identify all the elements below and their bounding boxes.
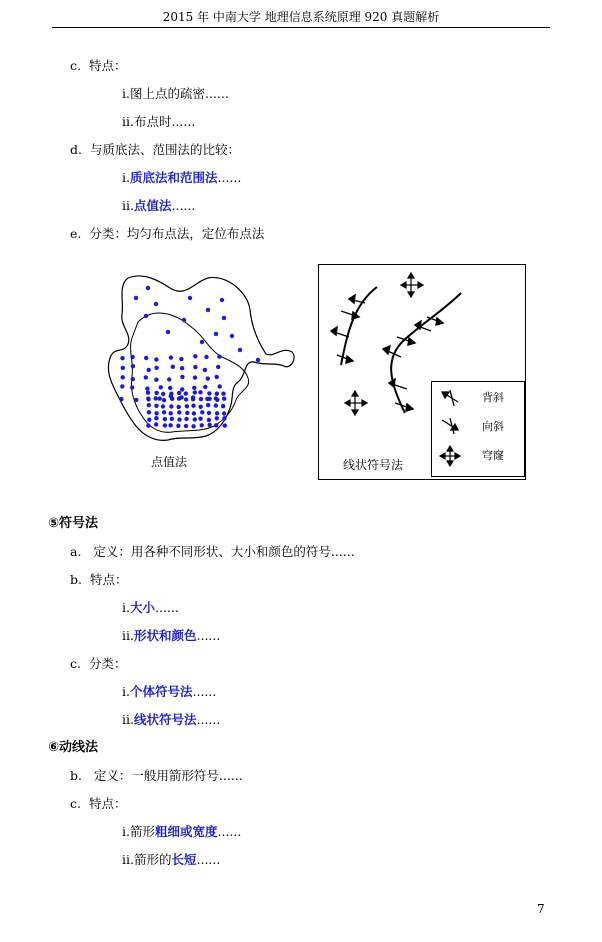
density-dot [177,405,181,409]
item-s5-c: c. 分类： [70,656,127,671]
density-dot [170,417,174,421]
density-dot [215,411,219,415]
legend-anticline-label: 背斜 [482,391,504,404]
density-dot [191,397,195,401]
density-dot [199,405,203,409]
density-dot [154,396,158,400]
dot-density-figure [98,270,308,475]
density-dot [147,410,151,414]
density-dot [167,377,171,381]
density-dot [204,355,208,359]
density-dot [216,365,220,369]
density-dot [207,397,211,401]
density-dot [154,422,158,426]
dome-symbol-left [345,391,367,415]
density-dot [147,368,151,372]
density-dot [188,296,192,300]
density-dot [221,392,225,396]
item-s6-b: b. 定义：一般用箭形符号...... [70,768,243,783]
density-dot [193,375,197,379]
density-dot [154,357,158,361]
region-outline [108,276,294,440]
legend-dome-label: 穹窿 [482,449,504,462]
item-e: e. 分类：均匀布点法，定位布点法 [70,226,265,241]
density-dot [214,423,218,427]
item-d-ii: ⅱ.点值法...... [122,198,196,213]
density-dot [170,397,174,401]
item-c-i: ⅰ.图上点的疏密...... [122,86,229,101]
density-dot [184,417,188,421]
item-s6-c-ii: ⅱ.箭形的长短...... [122,852,221,867]
item-d-i: ⅰ.质底法和范围法...... [122,170,242,185]
density-dot [144,375,148,379]
density-dot [184,397,188,401]
density-dot [256,358,260,362]
header-rule [52,27,550,28]
anticline-icon [442,390,458,406]
density-dot [203,385,207,389]
density-dot [158,396,162,400]
density-dot [214,396,218,400]
density-dot [222,416,226,420]
density-dot [221,404,225,408]
section-motion-line-method: ⑥动线法 [48,740,99,755]
density-dot [169,392,173,396]
density-dot [238,348,242,352]
density-dot [180,387,184,391]
item-s5-b-i: ⅰ.大小...... [122,600,179,615]
density-dot [130,385,134,389]
density-dot [154,366,158,370]
density-dot [185,404,189,408]
density-dot [169,355,173,359]
density-dot [161,392,165,396]
density-dot [162,410,166,414]
item-s5-a: a. 定义：用各种不同形状、大小和颜色的符号...... [70,544,355,559]
density-dot [154,411,158,415]
density-dot [154,416,158,420]
density-dot [193,417,197,421]
density-dot [147,403,151,407]
density-dot [180,375,184,379]
density-dot [163,417,167,421]
density-dot [147,418,151,422]
density-dot [200,423,204,427]
density-dot [218,384,222,388]
page-header: 2015 年 中南大学 地理信息系统原理 920 真题解析 [162,10,440,24]
figure-left-caption: 点值法 [151,455,188,469]
density-dot [215,375,219,379]
density-dot [207,411,211,415]
density-dot [134,296,138,300]
density-dot [144,314,148,318]
dot-symbols [119,286,260,429]
density-dot [154,404,158,408]
linear-symbol-figure [318,264,526,480]
item-c-ii: ⅱ.布点时...... [122,114,196,129]
density-dot [222,316,226,320]
density-dot [131,377,135,381]
density-dot [203,368,207,372]
density-dot [176,424,180,428]
density-dot [193,390,197,394]
density-dot [168,386,172,390]
density-dot [214,332,218,336]
density-dot [146,423,150,427]
density-dot [154,378,158,382]
density-dot [180,366,184,370]
dome-symbol-top [401,273,423,297]
density-dot [159,385,163,389]
density-dot [214,403,218,407]
density-dot [162,398,166,402]
density-dot [177,410,181,414]
density-dot [121,366,125,370]
density-dot [146,396,150,400]
density-dot [215,416,219,420]
density-dot [191,404,195,408]
syncline-icon [442,418,458,434]
density-dot [222,397,226,401]
density-dot [179,357,183,361]
density-dot [119,397,123,401]
density-dot [171,365,175,369]
legend-syncline-label: 向斜 [482,420,504,433]
density-dot [182,318,186,322]
density-dot [177,391,181,395]
density-dot [144,356,148,360]
density-dot [198,417,202,421]
density-dot [146,286,150,290]
density-dot [120,384,124,388]
item-s5-b: b. 特点： [70,572,128,587]
density-dot [217,354,221,358]
density-dot [223,423,227,427]
item-s5-b-ii: ⅱ.形状和颜色...... [122,628,221,643]
density-dot [131,364,135,368]
density-dot [134,398,138,402]
density-dot [121,375,125,379]
density-dot [155,391,159,395]
density-dot [161,404,165,408]
dome-icon [440,446,460,466]
density-dot [169,411,173,415]
density-dot [200,410,204,414]
item-c-features: c. 特点： [70,58,127,73]
page-number: 7 [537,902,545,916]
density-dot [191,424,195,428]
density-dot [130,355,134,359]
density-dot [177,396,181,400]
density-dot [199,397,203,401]
density-dot [184,391,188,395]
legend-box [431,381,525,477]
figure-right-caption: 线状符号法 [343,458,404,472]
density-dot [206,403,210,407]
item-s5-c-ii: ⅱ.线状符号法...... [122,712,221,727]
density-dot [192,386,196,390]
density-dot [193,354,197,358]
density-dot [145,386,149,390]
density-dot [166,330,170,334]
density-dot [208,423,212,427]
density-dot [184,424,188,428]
item-d: d. 与质底法、范围法的比较： [70,142,240,157]
density-dot [206,308,210,312]
density-dot [192,411,196,415]
density-dot [168,423,172,427]
section-symbol-method: ⑤符号法 [48,516,99,531]
item-s6-c: c. 特点： [70,796,127,811]
density-dot [215,392,219,396]
item-s6-c-i: ⅰ.箭形粗细或宽度...... [122,824,242,839]
density-dot [207,391,211,395]
density-dot [220,298,224,302]
density-dot [169,404,173,408]
density-dot [177,417,181,421]
density-dot [207,418,211,422]
density-dot [163,423,167,427]
density-dot [198,390,202,394]
density-dot [206,376,210,380]
density-dot [146,391,150,395]
density-dot [120,356,124,360]
density-dot [200,340,204,344]
density-dot [230,334,234,338]
density-dot [222,411,226,415]
density-dot [193,365,197,369]
density-dot [154,302,158,306]
density-dot [185,411,189,415]
item-s5-c-i: ⅰ.个体符号法...... [122,684,217,699]
